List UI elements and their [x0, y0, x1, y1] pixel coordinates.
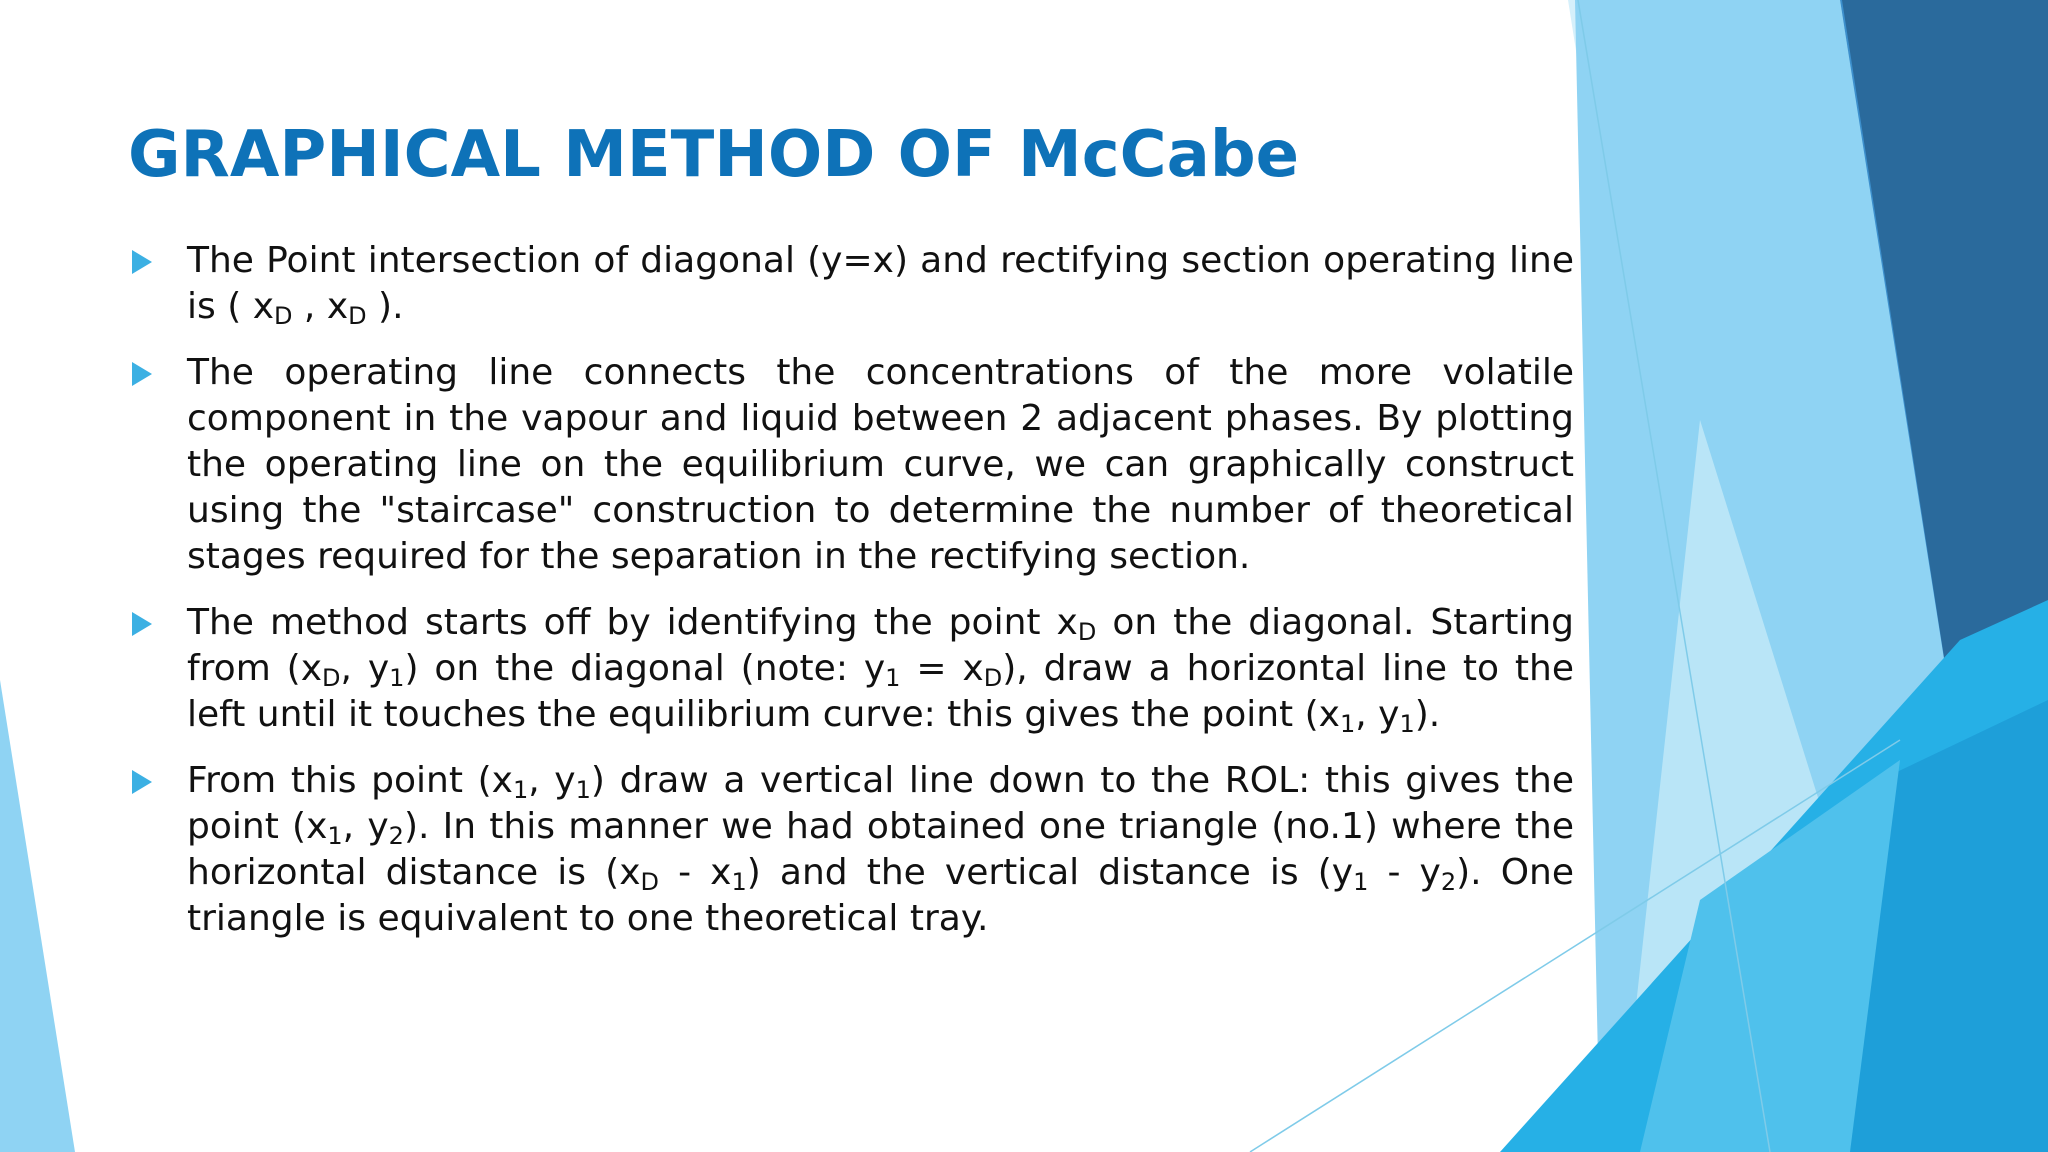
- bullet-text: The operating line connects the concentrations of the more volatile component in the vapour and liquid between 2 adjacent phases. By plotting the operating line on the equilibrium curve, we can graphically construct using the "staircase" construction to determine the number of theoretical stages required for the separation in the rectifying section.: [187, 352, 1574, 577]
- triangle-right-icon: [132, 770, 152, 794]
- subscript: 1: [731, 868, 747, 896]
- subscript: 2: [388, 822, 404, 850]
- subscript: D: [322, 664, 341, 692]
- page-title: GRAPHICAL METHOD OF McCabe: [128, 118, 1300, 192]
- subscript: 1: [327, 822, 343, 850]
- subscript: 1: [512, 776, 529, 804]
- bullet-item: [128, 350, 1574, 580]
- bullet-text: The method starts off by identifying the point $x_D$ on the diagonal. Starting from ($x_D$, $y_1$) on the diagonal (note: $y_1 = x_D$), draw a horizontal line to the left until it touches the equilibrium curve: this gives the point ($x_1$, $y_1$).: [187, 602, 1575, 738]
- bullet-list: [128, 238, 1574, 962]
- triangle-right-icon: [132, 250, 152, 274]
- subscript: 1: [1353, 868, 1369, 896]
- subscript: 1: [885, 664, 901, 692]
- bullet-item: [128, 758, 1574, 942]
- subscript: 1: [389, 664, 405, 692]
- triangle-right-icon: [132, 612, 152, 636]
- subscript: 2: [1440, 868, 1457, 896]
- subscript: D: [983, 664, 1003, 692]
- subscript: D: [1077, 618, 1097, 646]
- triangle-right-icon: [132, 362, 152, 386]
- subscript: D: [274, 302, 293, 330]
- left-facet: [0, 680, 75, 1152]
- subscript: 1: [1399, 710, 1415, 738]
- bullet-text: From this point ($x_1$, $y_1$) draw a vertical line down to the ROL: this gives the point ($x_1$, $y_2$). In this manner we had obtained one triangle (no.1) where the horizontal distance is $(x_D - x_1)$ and the vertical distance is $(y_1 - y_2)$. One triangle is equivalent to one theoretical tray.: [187, 760, 1575, 939]
- subscript: 1: [1339, 710, 1356, 738]
- subscript: 1: [575, 776, 591, 804]
- subscript: D: [348, 302, 367, 330]
- bullet-item: [128, 238, 1574, 330]
- subscript: D: [640, 868, 659, 896]
- bullet-item: [128, 600, 1574, 738]
- bullet-text: The Point intersection of diagonal (y=x) and rectifying section operating line is ( $x_D$ , $x_D$ ).: [187, 240, 1574, 330]
